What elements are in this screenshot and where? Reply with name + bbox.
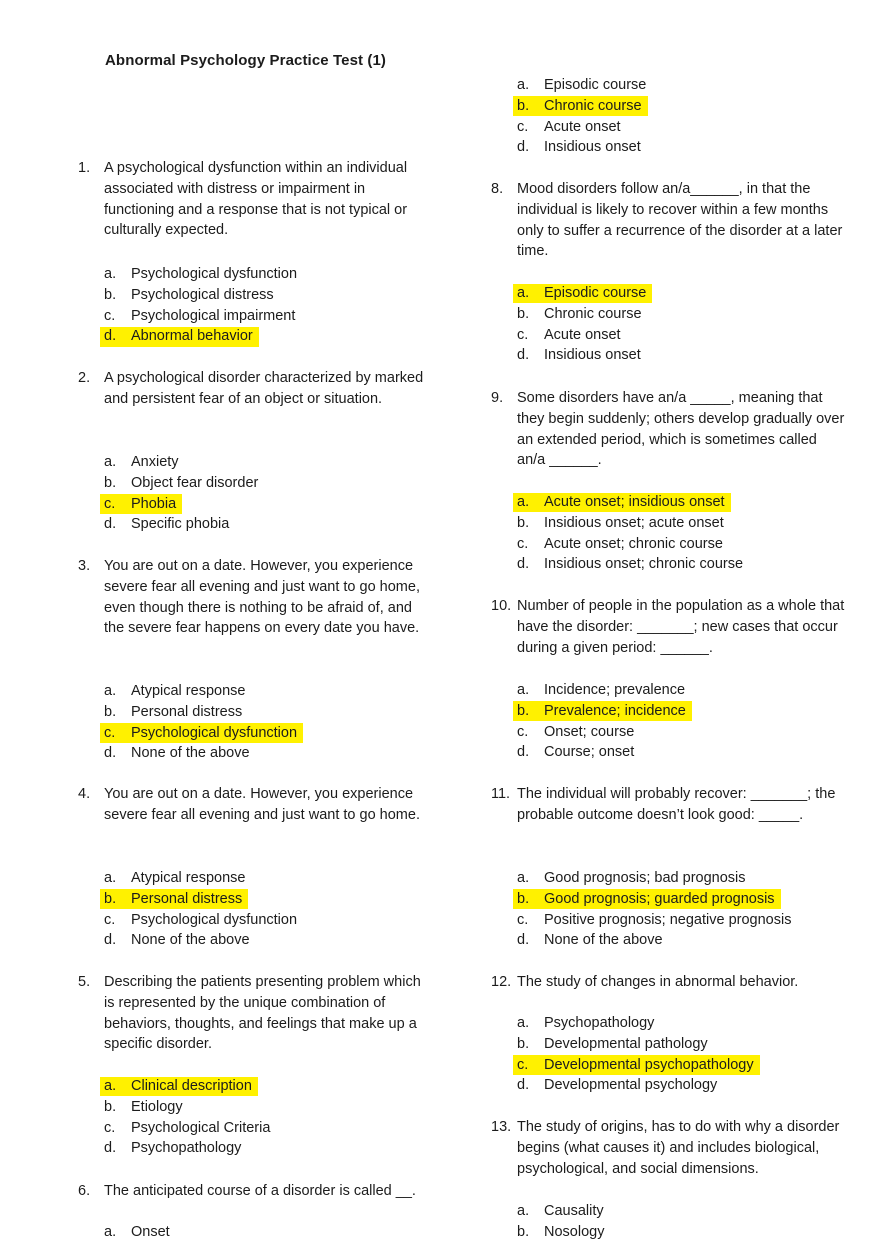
option-text: Onset; course [544, 723, 635, 740]
option-row [104, 681, 303, 702]
option-row [517, 345, 652, 366]
option-text: Clinical description [131, 1078, 252, 1094]
option-text: Abnormal behavior [131, 328, 253, 345]
option-text: Psychological dysfunction [131, 724, 298, 741]
question-text: You are out on a date. However, you experience severe fear all evening and just want to go home. [104, 786, 420, 823]
option-text: Good prognosis; guarded prognosis [544, 890, 775, 907]
option-text: Developmental psychology [544, 1077, 718, 1094]
option-text: Chronic course [544, 305, 642, 322]
option-letter: d. [104, 932, 117, 949]
question-10-options [517, 680, 692, 763]
question-number: 1. [78, 160, 91, 176]
option-text: Psychological dysfunction [131, 266, 298, 282]
option-row [517, 910, 797, 931]
option-text: Specific phobia [131, 516, 230, 533]
option-text: Psychopathology [544, 1015, 655, 1031]
option-text: Developmental psychopathology [544, 1056, 754, 1073]
option-letter: a. [517, 77, 530, 93]
question-12 [491, 972, 845, 993]
option-row [104, 930, 303, 951]
option-letter: d. [517, 932, 530, 949]
option-letter: d. [104, 516, 117, 533]
question-5 [78, 972, 432, 1055]
option-row [517, 742, 692, 763]
option-row [104, 1118, 276, 1139]
option-row [104, 326, 303, 347]
option-letter: a. [104, 870, 117, 886]
question-text: Mood disorders follow an/a______, in that the individual is likely to recover within a few months only to suffer a recurrence of the disorder at a later time. [517, 181, 843, 260]
question-8 [491, 179, 845, 262]
option-row [517, 1013, 760, 1034]
option-row [517, 701, 692, 722]
option-letter: b. [104, 703, 117, 720]
option-row [517, 534, 749, 555]
option-letter: c. [104, 911, 116, 928]
question-8-options [517, 283, 652, 366]
question-6 [78, 1181, 432, 1202]
question-number: 3. [78, 558, 91, 574]
option-row [104, 910, 303, 931]
option-text: Atypical response [131, 683, 246, 699]
question-5-options [104, 1076, 276, 1159]
option-letter: a. [104, 1078, 117, 1094]
question-11 [491, 784, 845, 826]
option-row [104, 889, 303, 910]
option-letter: c. [104, 1119, 116, 1136]
option-text: Personal distress [131, 703, 243, 720]
option-letter: a. [517, 870, 530, 886]
option-row [517, 1222, 610, 1243]
option-text: Psychological impairment [131, 307, 296, 324]
option-letter: c. [104, 307, 116, 324]
option-letter: b. [517, 702, 530, 719]
option-letter: b. [104, 890, 117, 907]
question-text: The anticipated course of a disorder is called __. [104, 1183, 416, 1199]
option-letter: a. [517, 494, 530, 510]
option-text: Acute onset [544, 326, 621, 343]
option-text: Etiology [131, 1098, 183, 1115]
question-number: 4. [78, 786, 91, 802]
option-row [517, 117, 652, 138]
option-letter: d. [517, 1077, 530, 1094]
question-text: The individual will probably recover: _______; the probable outcome doesn’t look good: _____. [517, 786, 836, 823]
option-letter: d. [104, 328, 117, 345]
question-text: The study of origins, has to do with why a disorder begins (what causes it) and includes biological, psychological, and social dimensions. [517, 1119, 840, 1177]
option-letter: a. [517, 682, 530, 698]
option-text: Insidious onset [544, 139, 641, 156]
question-text: The study of changes in abnormal behavior. [517, 974, 799, 990]
question-number: 10. [491, 598, 512, 614]
question-text: Number of people in the population as a whole that have the disorder: _______; new cases that occur during a given period: ______. [517, 598, 845, 656]
option-row [104, 723, 303, 744]
option-letter: a. [517, 1015, 530, 1031]
option-row [517, 930, 797, 951]
option-letter: a. [517, 285, 530, 301]
question-number: 6. [78, 1183, 91, 1199]
option-text: Episodic course [544, 77, 647, 93]
question-4 [78, 784, 432, 826]
question-3-options [104, 681, 303, 764]
option-letter: b. [104, 474, 117, 491]
option-row [104, 1076, 276, 1097]
option-text: Acute onset [544, 118, 621, 135]
option-row [104, 285, 303, 306]
option-letter: a. [104, 683, 117, 699]
option-letter: c. [104, 495, 116, 512]
question-13 [491, 1117, 845, 1179]
option-text: Personal distress [131, 890, 243, 907]
option-row [517, 325, 652, 346]
option-text: Episodic course [544, 285, 647, 301]
option-row [517, 1075, 760, 1096]
question-number: 11. [491, 786, 511, 802]
question-number: 9. [491, 390, 504, 406]
option-letter: d. [104, 745, 117, 762]
option-row [104, 473, 264, 494]
option-text: Incidence; prevalence [544, 682, 686, 698]
option-letter: d. [517, 347, 530, 364]
option-text: Phobia [131, 495, 177, 512]
question-number: 8. [491, 181, 504, 197]
option-row [517, 283, 652, 304]
option-text: Atypical response [131, 870, 246, 886]
option-text: Causality [544, 1203, 604, 1219]
option-text: Good prognosis; bad prognosis [544, 870, 746, 886]
question-number: 2. [78, 370, 91, 386]
option-row [517, 1034, 760, 1055]
option-letter: b. [517, 97, 530, 114]
option-text: Psychological dysfunction [131, 911, 298, 928]
option-row [517, 513, 749, 534]
question-number: 12. [491, 974, 512, 990]
option-letter: a. [104, 454, 117, 470]
option-letter: c. [104, 724, 116, 741]
option-letter: b. [517, 514, 530, 531]
option-letter: d. [517, 139, 530, 156]
option-letter: c. [517, 326, 529, 343]
option-row [517, 722, 692, 743]
question-1-options [104, 264, 303, 347]
question-12-options [517, 1013, 760, 1096]
option-text: Acute onset; chronic course [544, 535, 723, 552]
option-text: None of the above [544, 932, 663, 949]
option-text: Positive prognosis; negative prognosis [544, 911, 792, 928]
option-letter: b. [517, 1223, 530, 1240]
option-text: Psychological distress [131, 286, 274, 303]
option-letter: b. [517, 890, 530, 907]
option-letter: c. [517, 118, 529, 135]
option-row [104, 702, 303, 723]
option-text: Developmental pathology [544, 1035, 708, 1052]
option-letter: c. [517, 535, 529, 552]
option-text: None of the above [131, 745, 250, 762]
option-text: Insidious onset [544, 347, 641, 364]
option-text: Acute onset; insidious onset [544, 494, 725, 510]
option-row [104, 1222, 176, 1243]
option-letter: b. [104, 286, 117, 303]
option-row [104, 306, 303, 327]
option-row [517, 304, 652, 325]
option-row [517, 554, 749, 575]
option-text: Chronic course [544, 97, 642, 114]
option-text: Prevalence; incidence [544, 702, 686, 719]
question-text: Some disorders have an/a _____, meaning that they begin suddenly; others develop gradually over an extended period, which is sometimes called an/a ______. [517, 390, 845, 469]
option-row [517, 1055, 760, 1076]
option-letter: a. [104, 1224, 117, 1240]
question-text: Describing the patients presenting problem which is represented by the unique combination of behaviors, thoughts, and feelings that make up a specific disorder. [104, 974, 421, 1053]
option-text: Psychological Criteria [131, 1119, 271, 1136]
option-row [104, 514, 264, 535]
option-letter: b. [517, 1035, 530, 1052]
question-1 [78, 158, 432, 241]
option-letter: b. [104, 1098, 117, 1115]
option-letter: a. [104, 266, 117, 282]
option-letter: d. [517, 744, 530, 761]
option-text: None of the above [131, 932, 250, 949]
question-13-options [517, 1201, 610, 1243]
question-9 [491, 388, 845, 471]
option-row [517, 889, 797, 910]
question-text: A psychological dysfunction within an individual associated with distress or impairment in functioning and a response that is not typical or culturally expected. [104, 160, 408, 239]
question-text: A psychological disorder characterized by marked and persistent fear of an object or situation. [104, 370, 424, 407]
question-text: You are out on a date. However, you experience severe fear all evening and just want to go home, even though there is nothing to be afraid of, and the severe fear happens on every date you have. [104, 558, 420, 637]
option-row [517, 868, 797, 889]
option-letter: c. [517, 723, 529, 740]
option-row [517, 96, 652, 117]
question-number: 13. [491, 1119, 512, 1135]
question-number: 5. [78, 974, 91, 990]
question-4-options [104, 868, 303, 951]
option-text: Object fear disorder [131, 474, 259, 491]
option-text: Onset [131, 1224, 170, 1240]
option-row [517, 492, 749, 513]
question-2-options [104, 452, 264, 535]
question-7-options [517, 75, 652, 158]
question-2 [78, 368, 432, 410]
option-row [104, 452, 264, 473]
option-letter: d. [517, 556, 530, 573]
option-row [517, 680, 692, 701]
option-letter: b. [517, 305, 530, 322]
option-text: Course; onset [544, 744, 635, 761]
option-letter: a. [517, 1203, 530, 1219]
page-title: Abnormal Psychology Practice Test (1) [105, 52, 387, 69]
option-text: Insidious onset; chronic course [544, 556, 744, 573]
option-row [104, 868, 303, 889]
question-10 [491, 596, 845, 658]
option-row [104, 743, 303, 764]
question-3 [78, 556, 432, 639]
option-row [104, 1138, 276, 1159]
option-row [517, 1201, 610, 1222]
option-text: Psychopathology [131, 1140, 242, 1157]
option-text: Nosology [544, 1223, 605, 1240]
option-letter: c. [517, 1056, 529, 1073]
option-row [517, 75, 652, 96]
question-6-options [104, 1222, 176, 1243]
option-text: Insidious onset; acute onset [544, 514, 724, 531]
option-text: Anxiety [131, 454, 179, 470]
question-9-options [517, 492, 749, 575]
option-row [104, 1097, 276, 1118]
option-letter: c. [517, 911, 529, 928]
option-row [517, 137, 652, 158]
option-row [104, 264, 303, 285]
option-letter: d. [104, 1140, 117, 1157]
question-11-options [517, 868, 797, 951]
option-row [104, 494, 264, 515]
